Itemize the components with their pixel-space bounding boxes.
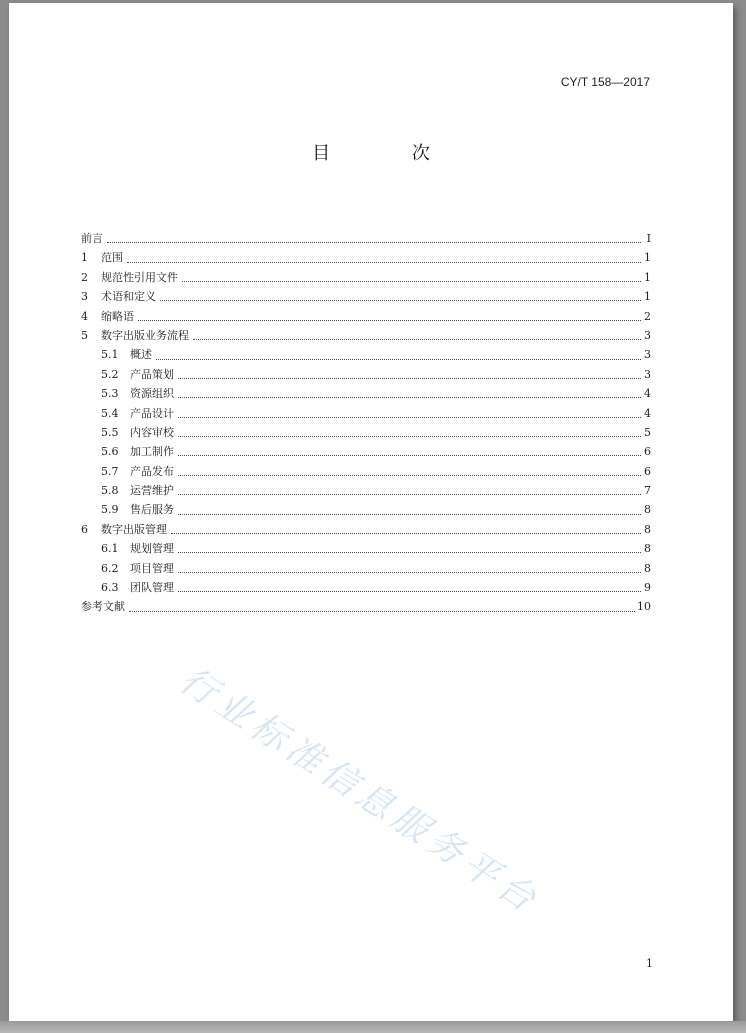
toc-leader-dots xyxy=(160,300,641,301)
toc-leader-dots xyxy=(178,436,641,437)
toc-entry-label: 售后服务 xyxy=(130,503,174,517)
toc-entry-label: 产品设计 xyxy=(130,406,174,420)
toc-leader-dots xyxy=(178,552,641,553)
toc-entry[interactable] xyxy=(81,268,651,287)
toc-entry-page: 9 xyxy=(644,581,651,595)
toc-entry-label: 范围 xyxy=(101,251,123,265)
toc-entry-page: 4 xyxy=(644,406,651,420)
toc-entry-label: 数字出版业务流程 xyxy=(101,328,189,342)
toc-leader-dots xyxy=(178,514,641,515)
toc-entry-label: 项目管理 xyxy=(130,561,174,575)
toc-entry[interactable] xyxy=(81,578,651,597)
toc-entry-label: 概述 xyxy=(130,348,152,362)
toc-entry-number: 5 xyxy=(81,328,88,342)
toc-entry-page: 10 xyxy=(637,600,651,614)
toc-entry-page: 8 xyxy=(644,503,651,517)
toc-leader-dots xyxy=(193,339,641,340)
toc-entry[interactable] xyxy=(81,287,651,306)
toc-entry-number: 3 xyxy=(81,290,88,304)
toc-entry[interactable] xyxy=(81,326,651,345)
toc-entry[interactable] xyxy=(81,345,651,364)
toc-leader-dots xyxy=(127,262,641,263)
toc-entry[interactable] xyxy=(81,500,651,519)
toc-leader-dots xyxy=(182,281,641,282)
toc-leader-dots xyxy=(178,494,641,495)
toc-entry-number: 5.9 xyxy=(101,503,119,517)
toc-leader-dots xyxy=(178,397,641,398)
toc-leader-dots xyxy=(178,475,641,476)
toc-entry[interactable] xyxy=(81,384,651,403)
toc-entry-number: 4 xyxy=(81,309,88,323)
page-number: 1 xyxy=(646,957,653,970)
toc-entry-page: 3 xyxy=(644,367,651,381)
toc-leader-dots xyxy=(129,611,635,612)
toc-entry-label: 术语和定义 xyxy=(101,290,156,304)
toc-entry-page: 6 xyxy=(644,445,651,459)
toc-entry-page: 1 xyxy=(644,270,651,284)
toc-entry-number: 5.3 xyxy=(101,387,119,401)
toc-entry[interactable] xyxy=(81,520,651,539)
toc-leader-dots xyxy=(178,417,641,418)
toc-entry-page: 3 xyxy=(644,348,651,362)
watermark: 行业标准信息服务平台 xyxy=(172,659,547,923)
toc-entry-page: 1 xyxy=(644,251,651,265)
toc-entry-label: 团队管理 xyxy=(130,581,174,595)
toc-leader-dots xyxy=(178,455,641,456)
toc-entry[interactable] xyxy=(81,365,651,384)
toc-entry[interactable] xyxy=(81,423,651,442)
toc-entry-number: 5.4 xyxy=(101,406,119,420)
toc-entry-label: 运营维护 xyxy=(130,484,174,498)
toc-entry-label: 缩略语 xyxy=(101,309,134,323)
toc-entry-label: 加工制作 xyxy=(130,445,174,459)
toc-entry-page: 8 xyxy=(644,561,651,575)
document-page xyxy=(9,3,733,1021)
page-shadow xyxy=(0,1021,746,1033)
toc-entry[interactable] xyxy=(81,539,651,558)
toc-entry-number: 5.7 xyxy=(101,464,119,478)
toc-entry-number: 5.6 xyxy=(101,445,119,459)
toc-entry[interactable] xyxy=(81,597,651,616)
toc-entry[interactable] xyxy=(81,248,651,267)
toc-entry-label: 规范性引用文件 xyxy=(101,270,178,284)
toc-entry-number: 6.2 xyxy=(101,561,119,575)
toc-title: 目 次 xyxy=(312,143,468,164)
toc-entry-label: 参考文献 xyxy=(81,600,125,614)
toc-entry-label: 前言 xyxy=(81,232,103,245)
toc-entry-number: 5.8 xyxy=(101,484,119,498)
toc-leader-dots xyxy=(156,359,641,360)
toc-entry-label: 资源组织 xyxy=(130,387,174,401)
toc-entry-number: 6.3 xyxy=(101,581,119,595)
toc-entry-label: 产品发布 xyxy=(130,464,174,478)
toc-entry[interactable] xyxy=(81,307,651,326)
toc-entry-label: 数字出版管理 xyxy=(101,522,167,536)
toc-entry-page: 8 xyxy=(644,542,651,556)
toc-entry[interactable] xyxy=(81,404,651,423)
toc-entry[interactable] xyxy=(81,559,651,578)
toc-leader-dots xyxy=(138,320,641,321)
toc-entry-number: 2 xyxy=(81,270,88,284)
toc-entry-page: 8 xyxy=(644,522,651,536)
toc-entry-number: 6 xyxy=(81,522,88,536)
toc-entry-page: 6 xyxy=(644,464,651,478)
toc-leader-dots xyxy=(178,572,641,573)
toc-entry-page: 1 xyxy=(644,290,651,304)
toc-entry-page: 4 xyxy=(644,387,651,401)
toc-entry-label: 内容审校 xyxy=(130,425,174,439)
toc-leader-dots xyxy=(178,591,641,592)
toc-entry-label: 规划管理 xyxy=(130,542,174,556)
toc-leader-dots xyxy=(178,378,641,379)
toc-entry-page: 5 xyxy=(644,425,651,439)
toc-entry-page: 3 xyxy=(644,328,651,342)
toc-entry-number: 5.2 xyxy=(101,367,119,381)
toc-entry-number: 5.1 xyxy=(101,348,119,362)
toc-entry-number: 5.5 xyxy=(101,425,119,439)
toc-entry[interactable] xyxy=(81,481,651,500)
toc-entry-label: 产品策划 xyxy=(130,367,174,381)
toc-entry[interactable] xyxy=(81,442,651,461)
toc-entry-number: 1 xyxy=(81,251,88,265)
toc-entry-page: 7 xyxy=(644,484,651,498)
toc-leader-dots xyxy=(107,242,641,243)
standard-code: CY/T 158—2017 xyxy=(560,75,650,89)
toc-entry-number: 6.1 xyxy=(101,542,119,556)
toc-entry[interactable] xyxy=(81,462,651,481)
table-of-contents xyxy=(81,229,651,617)
toc-leader-dots xyxy=(171,533,641,534)
toc-entry[interactable] xyxy=(81,229,651,248)
toc-entry-page: I xyxy=(646,232,651,245)
toc-entry-page: 2 xyxy=(644,309,651,323)
